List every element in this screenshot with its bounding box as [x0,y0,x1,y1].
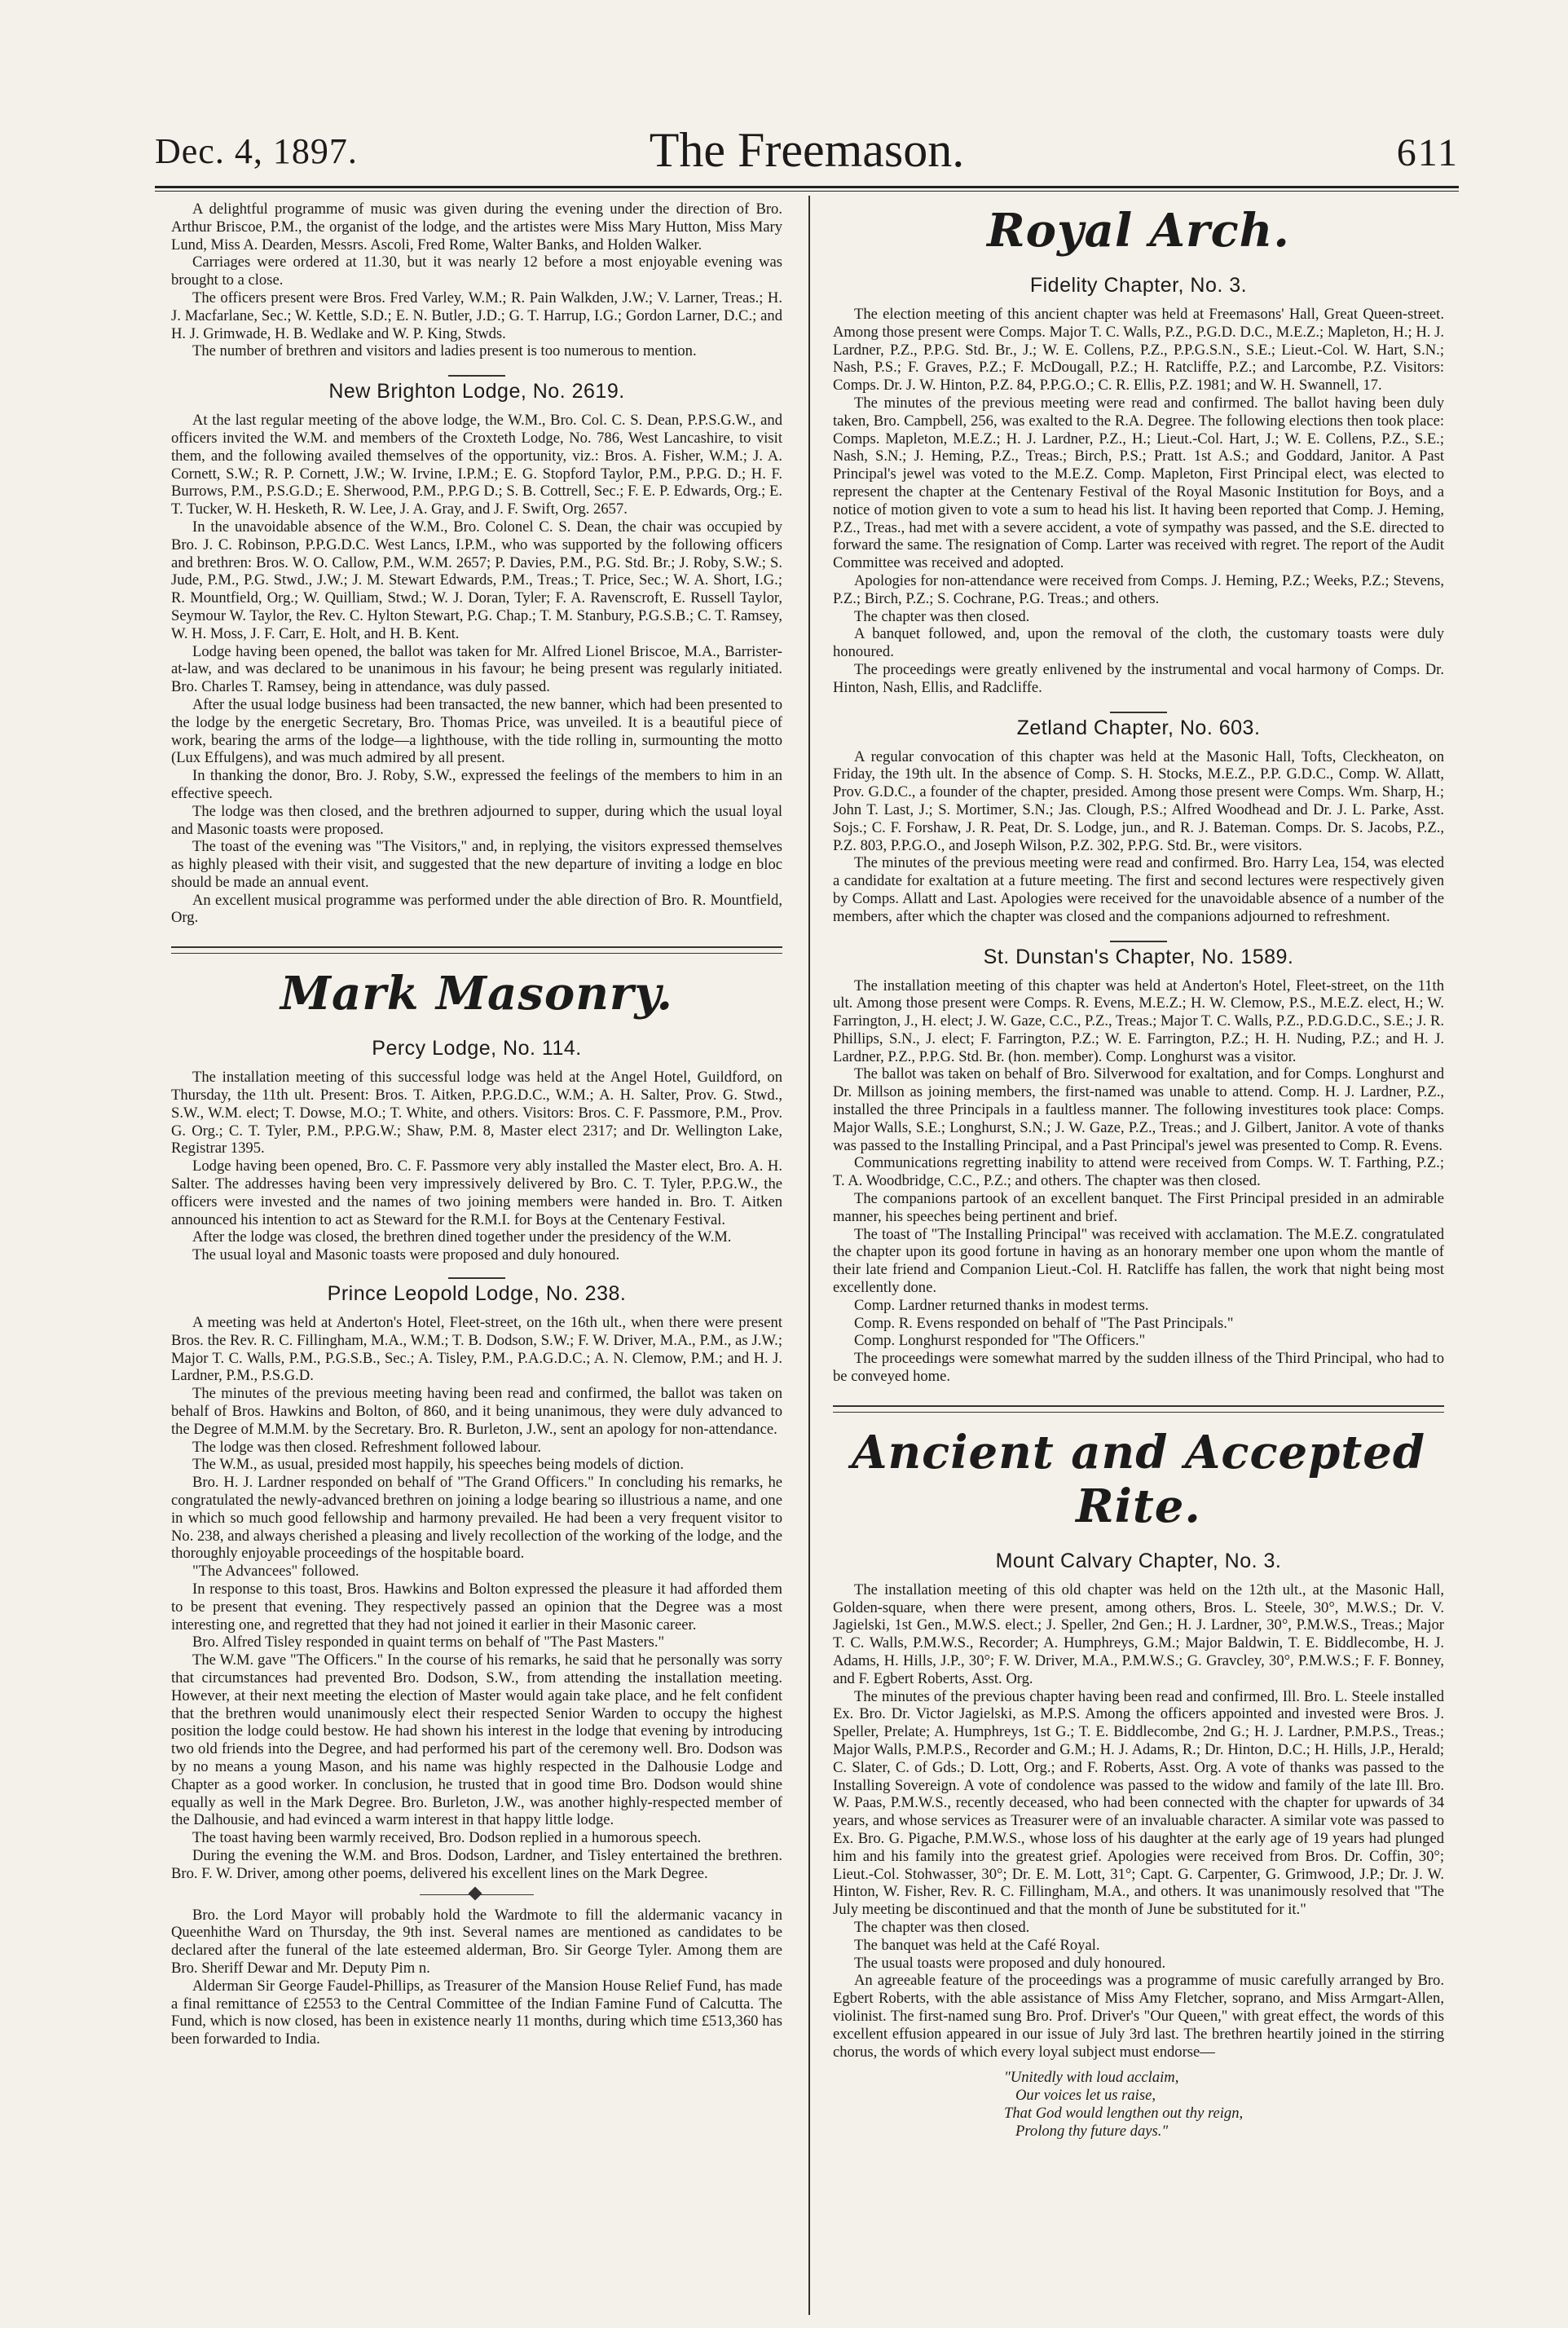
separator [448,1277,505,1279]
paragraph: The toast having been warmly received, Bro. Dodson replied in a humorous speech. [192,1829,702,1847]
paragraph: The number of brethren and visitors and ladies present is too numerous to mention. [192,342,697,360]
paragraph: The banquet was held at the Café Royal. [854,1936,1100,1954]
paragraph: The installation meeting of this old chapter was held on the 12th ult., at the Masonic Hall, Golden-square, when there were present, among others, Bros. L. Steele, 30°, M.W.S.; Dr. V. Jagielski, 1st Gen., M.W.S. elect.; J. Speller, 2nd Gen.; H. J. Lardner, 30°, P.M.W.S., Treas.; Major T. C. Walls, P.M.W.S., Recorder; A. Humphreys, G.M.; Major Baldwin, T. E. Biddlecombe, H. J. Adams, H. Hills, J.P., 30°; F. W. Driver, M.A., P.M.W.S.; G. Gravcley, 30°, P.M.W.S.; F. F. Bonney, and F. Egbert Roberts, Asst. Org. [833,1581,1444,1687]
page-header [155,122,1459,181]
paragraph: The minutes of the previous meeting having been read and confirmed, the ballot was taken on behalf of Bros. Hawkins and Bolton, of 860, and it being unanimous, they were duly advanced to the Degree of M.M.M. by the Secretary. Bro. R. Burleton, J.W., sent an apology for non-attendance. [171,1385,782,1438]
column-divider [808,196,810,2315]
paragraph: After the usual lodge business had been transacted, the new banner, which had been presented to the lodge by the energetic Secretary, Bro. Thomas Price, was unveiled. It is a beautiful piece of work, bearing the arms of the lodge—a lighthouse, with the tide rolling in, surmounting the motto (Lux Effulgens), and was much admired by all present. [171,695,782,767]
paragraph: The usual toasts were proposed and duly honoured. [854,1954,1166,1972]
paragraph: Lodge having been opened, the ballot was taken for Mr. Alfred Lionel Briscoe, M.A., Barrister-at-law, and was declared to be unanimous in his favour; he being present was regularly initiated. Bro. Charles T. Ramsey, being in attendance, was duly passed. [171,642,782,696]
paragraph: The lodge was then closed, and the brethren adjourned to supper, during which the usual loyal and Masonic toasts were proposed. [171,802,782,838]
st-dunstans-chapter-report [833,946,1444,1386]
article-heading: Mount Calvary Chapter, No. 3. [995,1549,1282,1572]
verse-line: Prolong thy future days." [1015,2123,1169,2141]
separator [1110,941,1167,942]
page-number: 611 [1396,131,1459,174]
paragraph: At the last regular meeting of the above lodge, the W.M., Bro. Col. C. S. Dean, P.P.S.G.W., and officers invited the W.M. and members of the Croxteth Lodge, No. 786, West Lancashire, to visit them, and the following availed themselves of the opportunity, viz.: Bros. A. Fisher, W.M.; J. A. Cornett, S.W.; R. P. Cornett, J.W.; W. Irvine, I.P.M.; E. G. Stopford Taylor, P.M., P.P.G. D.; H. F. Burrows, P.M., P.S.G.D.; E. Sherwood, P.M., P.P.G D.; S. B. Cottrell, Sec.; F. E. P. Edwards, Org.; E. T. Tucker, W. H. Hesketh, R. W. Lee, J. A. Gray, and J. F. Swift, Org. 2657. [171,412,782,518]
article-heading: New Brighton Lodge, No. 2619. [328,380,625,403]
intro-report [171,201,782,360]
paragraph: The minutes of the previous chapter having been read and confirmed, Ill. Bro. L. Steele installed Ex. Bro. Dr. Victor Jagielski, as M.P.S. Among the officers appointed and invested were Bros. J. Speller, Prelate; A. Humphreys, 1st G.; T. E. Biddlecombe, 2nd G.; H. J. Lardner, P.M.P.S., Treas.; Major Walls, P.M.P.S., Recorder and G.M.; H. J. Adams, R.; Dr. Hinton, D.C.; H. Hills, J.P., Herald; C. Slater, C. of Gds.; D. Lott, Org.; and F. Roberts, Asst. Org. A vote of thanks was passed to the Installing Sovereign. A vote of condolence was passed to the widow and family of the late Ill. Bro. W. Paas, P.M.W.S., recently deceased, who had been connected with the chapter for upwards of 34 years, and whose services as Treasurer were of an invaluable character. A similar vote was passed to Ex. Bro. G. Pigache, P.M.W.S., whose loss of his daughter at the early age of 19 years had plunged him and his family into the greatest grief. Apologies were received from Bros. Dr. Coffin, 30°; Lieut.-Col. Stohwasser, 30°; Dr. E. M. Lott, 31°; Capt. G. Carpenter, G. Grimwood, J.P.; Dr. J. W. Hinton, W. Fisher, Rev. R. C. Fillingham, M.A., and others. It was unanimously resolved that "The July meeting be discontinued and that the month of June be substituted for it." [833,1687,1444,1919]
section-rule-thin [833,1412,1444,1413]
separator [448,375,505,377]
paragraph: Bro. the Lord Mayor will probably hold the Wardmote to fill the aldermanic vacancy in Queenhithe Ward on Thursday, the 9th inst. Several names are mentioned as candidates to be declared after the funeral of the late esteemed alderman, Bro. Sir George Tyler. Among them are Bro. Sheriff Dewar and Mr. Deputy Pim n. [171,1906,782,1977]
verse-quotation [1004,2069,1444,2141]
paragraph: Comp. R. Evens responded on behalf of "The Past Principals." [854,1314,1234,1332]
paragraph: The usual loyal and Masonic toasts were proposed and duly honoured. [192,1246,620,1264]
paragraph: The W.M. gave "The Officers." In the course of his remarks, he said that he personally was sorry that circumstances had prevented Bro. Dodson, S.W., from attending the installation meeting. However, at their next meeting the election of Master would again take place, and he felt confident that the brethren would unanimously elect their respected Senior Warden to occupy the highest position the lodge could bestow. He had shown his interest in the lodge that evening by introducing two old friends into the Degree, and had performed his part of the ceremony well. Bro. Dodson was by no means a young Mason, and his name was highly respected in the Dalhousie Lodge and Chapter as a good worker. In conclusion, he trusted that in good time Bro. Dodson would shine equally as well in the Mark Degree. Bro. Burleton, J.W., was another highly-respected member of the Dalhousie, and had evinced a warm interest in that happy little lodge. [171,1651,782,1829]
section-heading-ancient-accepted-rite: Ancient and Accepted Rite. [852,1425,1425,1533]
fidelity-chapter-report [833,274,1444,697]
paragraph: "The Advancees" followed. [192,1563,359,1581]
paragraph: The lodge was then closed. Refreshment followed labour. [192,1438,542,1456]
paragraph: An excellent musical programme was performed under the able direction of Bro. R. Mountfield, Org. [171,891,782,927]
section-rule [171,946,782,948]
paragraph: Lodge having been opened, Bro. C. F. Passmore very ably installed the Master elect, Bro. A. H. Salter. The addresses having been very impressively delivered by Bro. C. T. Tyler, P.P.G.W., the officers were invested and the names of two joining members were handed in. Bro. T. Aitken announced his intention to act as Steward for the R.M.I. for Boys at the Centenary Festival. [171,1157,782,1228]
paragraph: Bro. Alfred Tisley responded in quaint terms on behalf of "The Past Masters." [192,1634,665,1651]
paragraph: In thanking the donor, Bro. J. Roby, S.W., expressed the feelings of the members to him in an effective speech. [171,767,782,802]
paragraph: The toast of the evening was "The Visitors," and, in replying, the visitors expressed themselves as highly pleased with their visit, and suggested that the new departure of inviting a lodge en bloc should be made an annual event. [171,838,782,891]
verse-line: Our voices let us raise, [1015,2087,1156,2105]
paragraph: The chapter was then closed. [854,607,1030,625]
paragraph: An agreeable feature of the proceedings was a programme of music carefully arranged by Bro. Egbert Roberts, with the able assistance of Miss Amy Fletcher, soprano, and Miss Armgart-Allen, violinist. The first-named sung Bro. Prof. Driver's "Our Queen," with great effect, the words of this excellent effusion appeared in our issue of July 3rd last. The brethren heartily joined in the stirring chorus, the words of which every loyal subject must endorse— [833,1972,1444,2061]
paragraph: Comp. Lardner returned thanks in modest terms. [854,1296,1149,1314]
paragraph: The election meeting of this ancient chapter was held at Freemasons' Hall, Great Queen-street. Among those present were Comps. Major T. C. Walls, P.Z., P.G.D. D.C., M.E.Z.; Mapleton, H.; H. J. Lardner, P.Z., P.P.G. Std. Br., J.; W. E. Collens, P.Z., P.P.G.S.N., S.E.; Lieut.-Col. W. Hart, S.N.; Nash, P.S.; F. Graves, P.Z.; F. McDougall, P.Z.; H. Ratcliffe, P.Z.; and Larcombe, P.Z. Visitors: Comps. Dr. J. W. Hinton, P.Z. 84, P.P.G.O.; C. R. Ellis, P.Z. 1981; and W. H. Swannell, 17. [833,306,1444,395]
paragraph: In the unavoidable absence of the W.M., Bro. Colonel C. S. Dean, the chair was occupied by Bro. J. C. Robinson, P.P.G.D.C. West Lancs, I.P.M., who was supported by the following officers and brethren: Bros. W. O. Callow, P.M., W.M. 2657; P. Davies, P.M., P.G. Std. Br.; J. Roby, S.W.; S. Jude, P.M., P.G. Stwd., J.W.; J. M. Stewart Edwards, P.M., Treas.; T. Price, Sec.; W. A. Short, I.G.; R. Mountfield, Org.; W. Quilliam, Stwd.; W. J. Doran, Tyler; F. A. Ravenscroft, E. Russell Taylor, Seymour W. Taylor, the Rev. C. Hylton Stewart, P.G. Chap.; T. M. Stanbury, P.G.S.B.; C. T. Ramsey, W. H. Moss, J. F. Carr, E. Holt, and H. B. Kent. [171,518,782,642]
separator [1110,712,1167,713]
new-brighton-lodge-report [171,380,782,927]
right-column [833,201,1444,2320]
paragraph: The officers present were Bros. Fred Varley, W.M.; R. Pain Walkden, J.W.; V. Larner, Treas.; H. J. Macfarlane, Sec.; W. Kettle, S.D.; E. N. Butler, J.D.; G. T. Harrup, I.G.; Gordon Larner, D.C.; and H. J. Grimwade, H. B. Wedlake and W. P. King, Stwds. [171,289,782,342]
mount-calvary-chapter-report [833,1550,1444,2141]
section-heading-royal-arch: Royal Arch. [987,204,1290,258]
paragraph: The minutes of the previous meeting were read and confirmed. The ballot having been duly taken, Bro. Campbell, 256, was exalted to the R.A. Degree. The following elections then took place: Comps. Mapleton, M.E.Z.; H. J. Lardner, P.Z., H.; Lieut.-Col. Hart, J.; W. E. Collens, P.Z., S.E.; Nash, S.N.; J. Heming, P.Z., Treas.; Birch, P.S.; Pratt. 1st A.S.; and Goddard, Janitor. A Past Principal's jewel was voted to the M.E.Z. Comp. Mapleton, First Principal elect, was elected to represent the chapter at the Centenary Festival of the Royal Masonic Institution for Boys, and a notice of motion given to vote a sum to head his list. It having been reported that Comp. J. Heming, P.Z., Treas., had met with a severe accident, a vote of sympathy was passed, and the S.E. directed to forward the same. The resignation of Comp. Larter was received with regret. The report of the Audit Committee was received and adopted. [833,394,1444,572]
paragraph: The proceedings were greatly enlivened by the instrumental and vocal harmony of Comps. Dr. Hinton, Nash, Ellis, and Radcliffe. [833,660,1444,696]
article-heading: Zetland Chapter, No. 603. [1016,716,1261,739]
article-heading: St. Dunstan's Chapter, No. 1589. [983,945,1294,968]
paragraph: Comp. Longhurst responded for "The Officers." [854,1332,1146,1350]
verse-line: "Unitedly with loud acclaim, [1004,2069,1179,2087]
paragraph: The installation meeting of this successful lodge was held at the Angel Hotel, Guildford, on Thursday, the 11th ult. Present: Bros. T. Aitken, P.P.G.D.C., W.M.; A. H. Salter, Prov. G. Stwd., S.W., W.M. elect; T. Dowse, M.O.; T. White, and others. Visitors: Bros. C. F. Passmore, P.M., Prov. G. Org.; C. T. Tyler, P.M., P.P.G.W.; Shaw, P.M. 8, Master elect 2317; and Dr. Wellington Lake, Registrar 1395. [171,1069,782,1157]
paragraph: Bro. H. J. Lardner responded on behalf of "The Grand Officers." In concluding his remarks, he congratulated the newly-advanced brethren on joining a lodge bearing so illustrious a name, and one in which so much good fellowship and harmony prevailed. He had been a very frequent visitor to No. 238, and always cherished a pleasing and lively recollection of the working of the lodge, and the thoroughly enjoyable proceedings of the hospitable board. [171,1474,782,1563]
paragraph: After the lodge was closed, the brethren dined together under the presidency of the W.M. [192,1228,732,1246]
paragraph: In response to this toast, Bros. Hawkins and Bolton expressed the pleasure it had afforded them to be present that evening. They respectively passed an opinion that the Degree was a most interesting one, and regretted that they had not joined it earlier in their Masonic career. [171,1581,782,1634]
paragraph: Communications regretting inability to attend were received from Comps. W. T. Farthing, P.Z.; T. A. Woodbridge, C.C., P.Z.; and others. The chapter was then closed. [833,1154,1444,1190]
header-rule [155,186,1459,188]
zetland-chapter-report [833,716,1444,926]
paragraph: Carriages were ordered at 11.30, but it was nearly 12 before a most enjoyable evening was brought to a close. [171,254,782,289]
paragraph: The ballot was taken on behalf of Bro. Silverwood for exaltation, and for Comps. Longhurst and Dr. Millson as joining members, the first-named was unable to attend. Comp. H. J. Lardner, P.Z., installed the three Principals in a faultless manner. The following investitures took place: Comps. Major Walls, S.E.; Longhurst, S.N.; J. W. Gaze, P.Z., Treas.; and J. Gilbert, Janitor. A vote of thanks was passed to the Installing Principal, and a Past Principal's jewel was presented to Comp. R. Evens. [833,1065,1444,1154]
diamond-ornament-icon [469,1886,482,1900]
paragraph: Apologies for non-attendance were received from Comps. J. Heming, P.Z.; Weeks, P.Z.; Stevens, P.Z.; Birch, P.Z.; S. Cochrane, P.G. Treas.; and others. [833,571,1444,607]
prince-leopold-lodge-report [171,1282,782,1883]
section-rule-thin [171,953,782,954]
paragraph: The toast of "The Installing Principal" was received with acclamation. The M.E.Z. congratulated the chapter upon its good fortune in having as an honorary member one upon whom the mantle of their late friend and Companion Lieut.-Col. H. Ratcliffe has fallen, the work that night being most excellently done. [833,1225,1444,1297]
section-rule [833,1405,1444,1407]
paragraph: A delightful programme of music was given during the evening under the direction of Bro. Arthur Briscoe, P.M., the organist of the lodge, and the artistes were Miss Mary Hutton, Miss Mary Lund, Miss A. Dearden, Messrs. Ascoli, Fred Rome, Walter Banks, and Holden Walker. [171,201,782,254]
paragraph: The minutes of the previous meeting were read and confirmed. Bro. Harry Lea, 154, was elected a candidate for exaltation at a future meeting. The first and second lectures were respectively given by Comps. Allatt and Last. Apologies were received for the unavoidable absence of a number of the members, after which the chapter was closed and the companions adjourned to refreshment. [833,854,1444,925]
paragraph: The companions partook of an excellent banquet. The First Principal presided in an admirable manner, his speeches being pertinent and brief. [833,1190,1444,1225]
issue-date: Dec. 4, 1897. [155,131,358,171]
notices [171,1907,782,2048]
left-column [171,201,782,2320]
publication-title: The Freemason. [649,123,965,177]
verse-line: That God would lengthen out thy reign, [1004,2105,1244,2123]
percy-lodge-report [171,1037,782,1264]
paragraph: Alderman Sir George Faudel-Phillips, as Treasurer of the Mansion House Relief Fund, has made a final remittance of £2553 to the Central Committee of the Indian Famine Fund of Calcutta. The Fund, which is now closed, has been in existence nearly 11 months, during which time £513,360 has been forwarded to India. [171,1977,782,2048]
article-heading: Prince Leopold Lodge, No. 238. [327,1282,627,1306]
paragraph: The proceedings were somewhat marred by the sudden illness of the Third Principal, who had to be conveyed home. [833,1350,1444,1386]
paragraph: The W.M., as usual, presided most happily, his speeches being models of diction. [192,1456,684,1474]
section-heading-mark-masonry: Mark Masonry. [280,967,674,1021]
article-heading: Fidelity Chapter, No. 3. [1029,274,1248,297]
paragraph: A regular convocation of this chapter was held at the Masonic Hall, Tofts, Cleckheaton, on Friday, the 19th ult. In the absence of Comp. S. H. Stocks, M.E.Z., P.P. G.D.C., Comp. W. Allatt, Prov. G.D.C., a founder of the chapter, presided. Among those present were Comps. Wm. Sharp, H.; John T. Last, J.; S. Mortimer, S.N.; Jas. Clough, P.S.; Alfred Woodhead and Dr. J. L. Parke, Asst. Sojs.; C. F. Forshaw, J. R. Peat, Dr. S. Lodge, jun., and R. J. Bateman. Comps. Dr. S. Jacobs, P.Z., P.Z. 803, P.P.G.O., and Joseph Wilson, P.Z. 302, P.P.G. Std. Br., were visitors. [833,747,1444,854]
paragraph: A meeting was held at Anderton's Hotel, Fleet-street, on the 16th ult., when there were present Bros. the Rev. R. C. Fillingham, M.A., W.M.; T. B. Dodson, S.W.; F. W. Driver, M.A., P.M., as J.W.; Major T. C. Walls, P.M., P.G.S.B., Sec.; A. Tisley, P.M., P.A.G.D.C.; A. N. Clemow, P.M.; and H. J. Lardner, P.M., P.S.G.D. [171,1314,782,1385]
article-heading: Percy Lodge, No. 114. [372,1037,582,1060]
paragraph: The chapter was then closed. [854,1918,1030,1936]
paragraph: The installation meeting of this chapter was held at Anderton's Hotel, Fleet-street, on the 11th ult. Among those present were Comps. R. Evens, M.E.Z.; H. W. Clemow, P.S., M.E.Z. elect, H.; W. Farrington, J., H. elect; J. W. Gaze, C.C., P.Z., Treas.; Major T. C. Walls, P.Z., P.D.G.D.C., S.E.; J. R. Phillips, S.N., J. elect; F. Farrington, P.Z.; W. E. Farrington, P.Z.; H. H. Nuding, P.Z.; and H. J. Lardner, P.Z., P.P.G. Std. Br. (hon. member). Comp. Longhurst was a visitor. [833,977,1444,1065]
header-rule-thin [155,191,1459,192]
paragraph: A banquet followed, and, upon the removal of the cloth, the customary toasts were duly honoured. [833,625,1444,661]
ornamental-separator [420,1894,534,1895]
paragraph: During the evening the W.M. and Bros. Dodson, Lardner, and Tisley entertained the brethren. Bro. F. W. Driver, among other poems, delivered his excellent lines on the Mark Degree. [171,1846,782,1882]
